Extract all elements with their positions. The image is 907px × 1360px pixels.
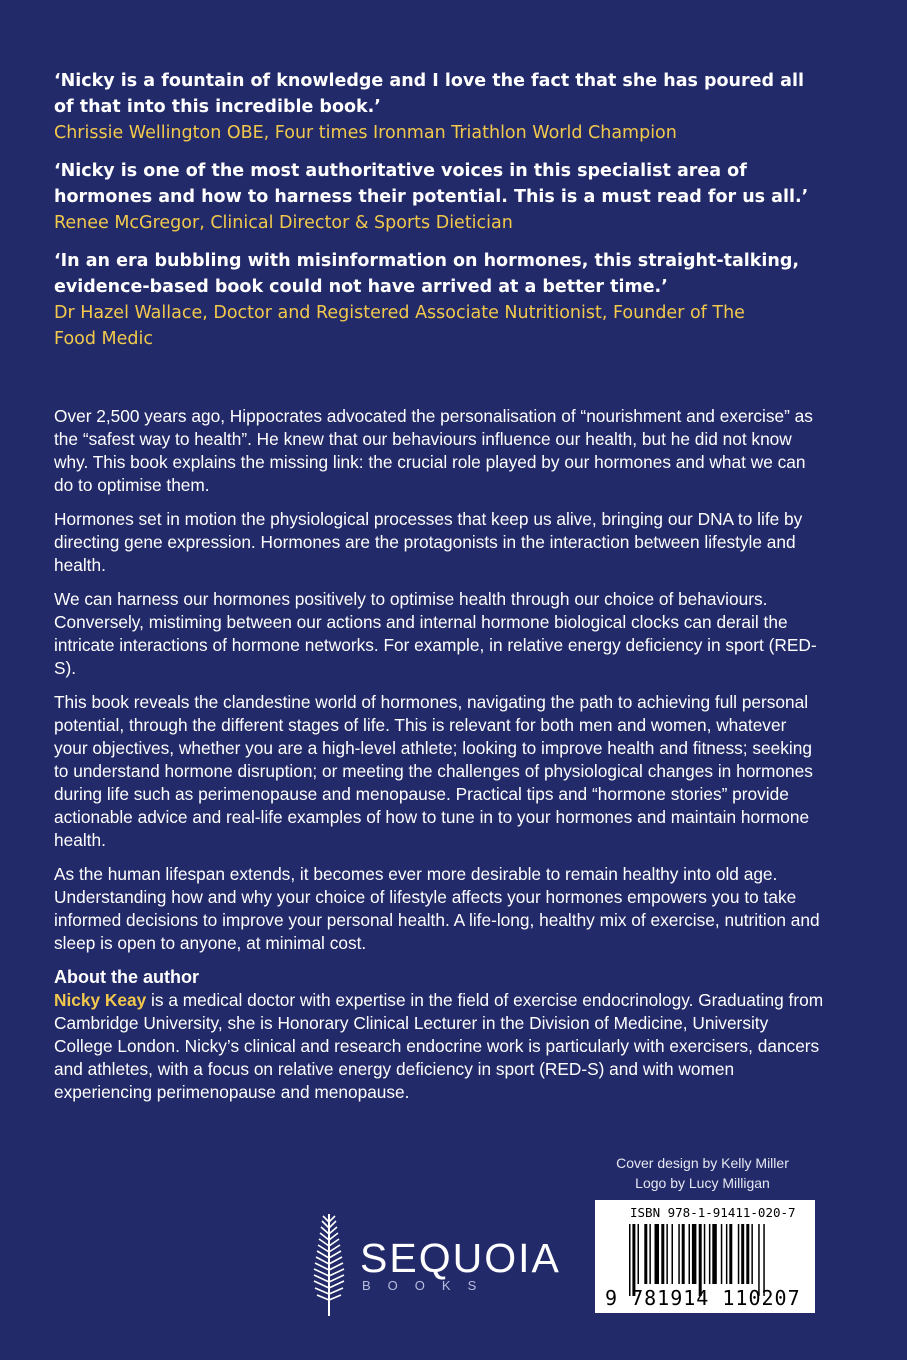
quote: ‘In an era bubbling with misinformation on hormones, this straight-talking, evidence-based book could not have arrived at a better time.’: [54, 251, 800, 297]
blurb: [54, 405, 824, 1115]
logo-credit: Logo by Lucy Milligan: [635, 1174, 770, 1191]
paragraph: Over 2,500 years ago, Hippocrates advocated the personalisation of “nourishment and exercise” as the “safest way to health”. He knew that our behaviours influence our health, but he did not know why. This book explains the missing link: the crucial role played by our hormones and what we can do to optimise them.: [54, 406, 813, 495]
isbn-text: ISBN 978-1-91411-020-7: [630, 1205, 796, 1220]
barcode-bar: [689, 1224, 691, 1284]
barcode-bar: [666, 1224, 668, 1284]
barcode-bar: [751, 1224, 753, 1284]
paragraph: This book reveals the clandestine world of hormones, navigating the path to achieving full personal potential, through the different stages of life. This is relevant for both men and women, whatever your objectives, whether you are a high-level athlete; looking to improve health and fitness; seeking to understand hormone disruption; or meeting the challenges of physiological changes in hormones during life such as perimenopause and menopause. Practical tips and “hormone stories” provide actionable advice and real-life examples of how to tune in to your hormones and maintain hormone health.: [54, 692, 813, 850]
isbn-barcode: [595, 1200, 815, 1313]
barcode-bar: [655, 1224, 660, 1284]
cover-credit: Cover design by Kelly Miller: [616, 1155, 789, 1171]
quote-attribution: Renee McGregor, Clinical Director & Sports Dietician: [54, 213, 513, 233]
publisher-subname: BOOKS: [362, 1277, 494, 1293]
quote-attribution: Chrissie Wellington OBE, Four times Ironman Triathlon World Champion: [54, 123, 677, 143]
barcode-bar: [649, 1224, 651, 1284]
quote: ‘Nicky is one of the most authoritative voices in this specialist area of hormones and how to harness their potential. This is a must read for us all.’: [54, 161, 809, 207]
barcode-bar: [638, 1224, 640, 1284]
publisher-logo: [312, 1212, 561, 1318]
barcode-bar: [661, 1224, 664, 1284]
endorsements: [54, 68, 824, 364]
paragraph: As the human lifespan extends, it becomes ever more desirable to remain healthy into old age. Understanding how and why your choice of lifestyle affects your hormones empowers you to take informed decisions to improve your personal health. A life-long, healthy mix of exercise, nutrition and sleep is open to anyone, at minimal cost.: [54, 864, 820, 953]
author-bio: is a medical doctor with expertise in the field of exercise endocrinology. Graduating from Cambridge University, she is Honorary Clinical Lecturer in the Division of Medicine, University College London. Nicky’s clinical and research endocrine work is particularly with exercisers, dancers and athletes, with a focus on relative energy deficiency in sport (RED-S) and with women experiencing perimenopause and menopause.: [54, 990, 824, 1102]
barcode-bar: [726, 1224, 728, 1284]
paragraph: Hormones set in motion the physiological processes that keep us alive, bringing our DNA to life by directing gene expression. Hormones are the protagonists in the interaction between lifestyle and health.: [54, 509, 803, 575]
quote: ‘Nicky is a fountain of knowledge and I love the fact that she has poured all of that into this incredible book.’: [54, 71, 804, 117]
barcode-bar: [738, 1224, 740, 1284]
paragraph: We can harness our hormones positively to optimise health through our choice of behaviours. Conversely, mistiming between our actions and internal hormone biological clocks can derail the intricate interactions of hormone networks. For example, in relative energy deficiency in sport (RED-S).: [54, 589, 817, 678]
barcode-bar: [729, 1224, 732, 1284]
sequoia-tree-icon: [312, 1212, 346, 1318]
credits: [600, 1154, 805, 1193]
barcode-digits: 9 781914 110207: [605, 1286, 801, 1310]
barcode-bar: [672, 1224, 674, 1284]
about-heading: About the author: [54, 967, 199, 987]
barcode-bar: [741, 1224, 744, 1284]
publisher-name: SEQUOIA: [360, 1234, 561, 1281]
barcode-bar: [709, 1224, 711, 1284]
barcode-bar: [746, 1224, 749, 1284]
barcode-bar: [678, 1224, 680, 1284]
barcode-bar: [692, 1224, 697, 1284]
author-name: Nicky Keay: [54, 990, 147, 1010]
barcode-bar: [644, 1224, 647, 1284]
about-text: [54, 989, 824, 1104]
barcode-bar: [682, 1224, 685, 1284]
barcode-bar: [704, 1224, 706, 1284]
barcode-bar: [721, 1224, 723, 1284]
quote-attribution: Dr Hazel Wallace, Doctor and Registered Associate Nutritionist, Founder of The Food Medic: [54, 303, 745, 349]
barcode-bar: [712, 1224, 717, 1284]
